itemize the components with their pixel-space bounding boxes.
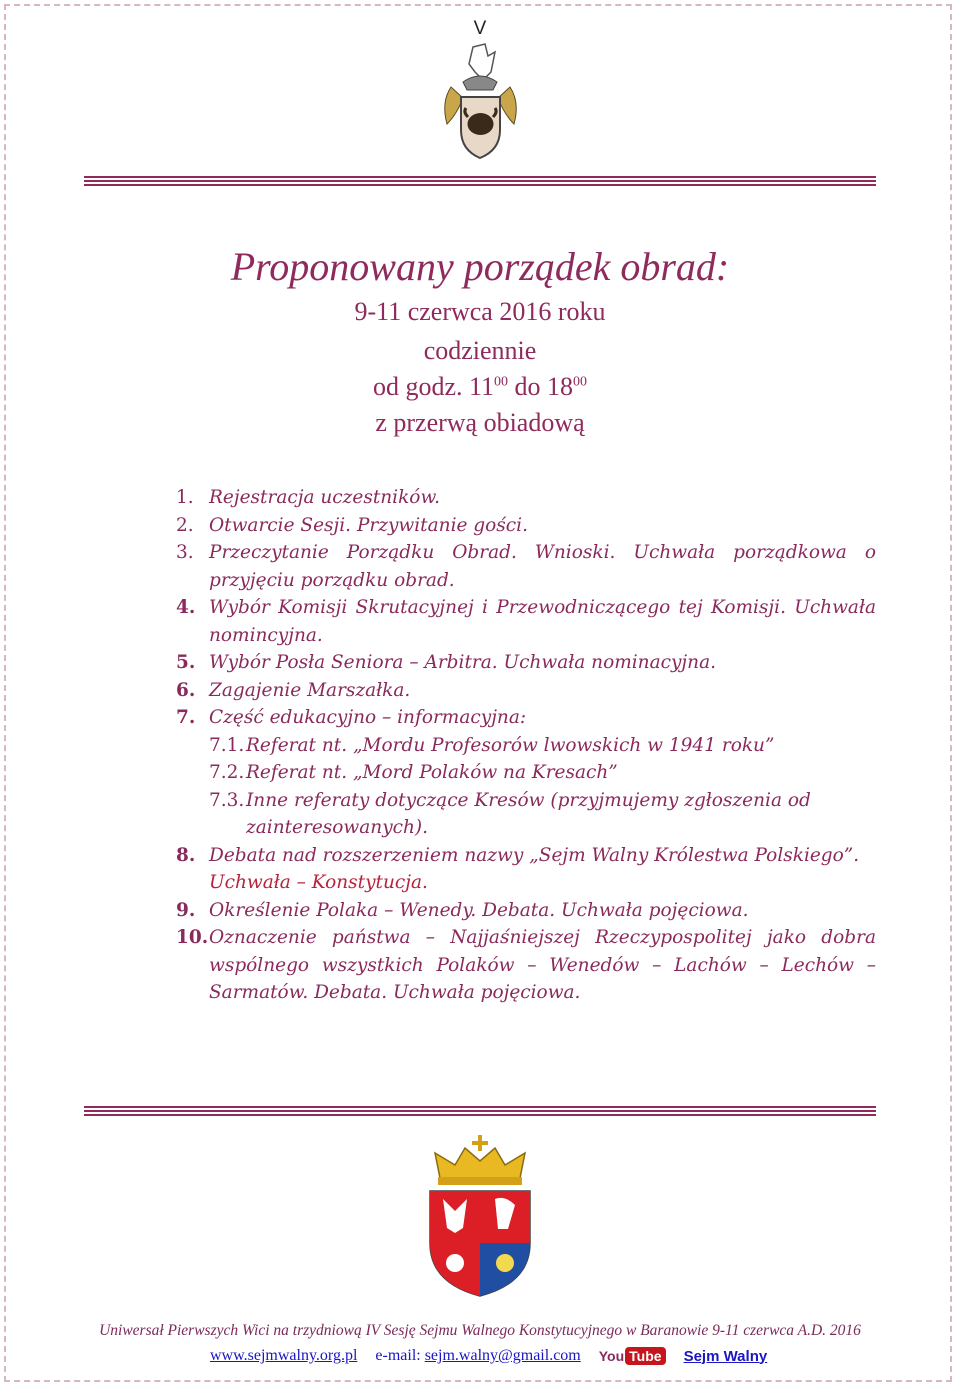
list-item: 7. Część edukacyjno – informacyjna: [176,707,527,728]
email-link[interactable]: sejm.walny@gmail.com [424,1347,581,1364]
footer-links [210,1347,767,1365]
list-item: 9. Określenie Polaka – Wenedy. Debata. Uchwała pojęciowa. [176,899,749,921]
subtitle-dates: 9-11 czerwca 2016 roku [354,297,606,326]
email-label: e-mail: [375,1347,421,1364]
roman-numeral: V [473,18,487,39]
subtitle-frequency: codziennie [423,336,537,365]
list-item: 7.1. Referat nt. „Mordu Profesorów lwowskich w 1941 roku” [209,734,775,756]
subtitle-break: z przerwą obiadową [375,408,585,437]
list-item: 1. Rejestracja uczestników. [176,487,440,508]
list-item: 4. Wybór Komisji Skrutacyjnej i Przewodniczącego tej Komisji. Uchwała nomincyjna. [176,597,876,646]
page-title: Proponowany porządek obrad: [230,244,730,289]
coat-of-arms-icon [410,1133,550,1298]
list-item: 8. Debata nad rozszerzeniem nazwy „Sejm Walny Królestwa Polskiego”. Uchwała – Konstytucja. [176,844,860,893]
footer-announcement: Uniwersał Pierwszych Wici na trzydniową IV Sesję Sejmu Walnego Konstytucyjnego w Baranowie 9-11 czerwca A.D. 2016 [99,1322,861,1339]
list-item: 6. Zagajenie Marszałka. [176,679,411,701]
list-item: 7.2. Referat nt. „Mord Polaków na Kresach” [209,762,618,783]
youtube-you-text: You [598,1348,625,1364]
youtube-logo-icon[interactable] [599,1347,666,1365]
youtube-channel-link[interactable]: Sejm Walny [683,1347,768,1365]
divider-bottom [84,1106,876,1118]
website-link[interactable]: www.sejmwalny.org.pl [210,1347,358,1364]
list-item: 5. Wybór Posła Seniora – Arbitra. Uchwała nominacyjna. [176,652,716,673]
email-block [375,1347,580,1365]
resolution-red-text: Uchwała – Konstytucja. [209,872,428,893]
list-item: 2. Otwarcie Sesji. Przywitanie gości. [176,514,528,536]
list-item: 7.3. Inne referaty dotyczące Kresów (przyjmujemy zgłoszenia od zainteresowanych). [209,789,811,838]
family-crest-icon [433,42,528,162]
list-item: 3. Przeczytanie Porządku Obrad. Wnioski. Uchwała porządkowa o przyjęciu porządku obrad. [176,542,876,591]
youtube-tube-text: Tube [625,1347,665,1365]
list-item: 10. Oznaczenie państwa – Najjaśniejszej Rzeczypospolitej jako dobra wspólnego wszystkich Polaków – Wenedów – Lachów – Lechów – Sarmatów. Debata. Uchwała pojęciowa. [176,927,876,1003]
divider-top [84,176,876,188]
subtitle-hours: od godz. $11^{00}$ do $18^{00}$ [372,372,588,401]
agenda-list [176,484,876,1007]
